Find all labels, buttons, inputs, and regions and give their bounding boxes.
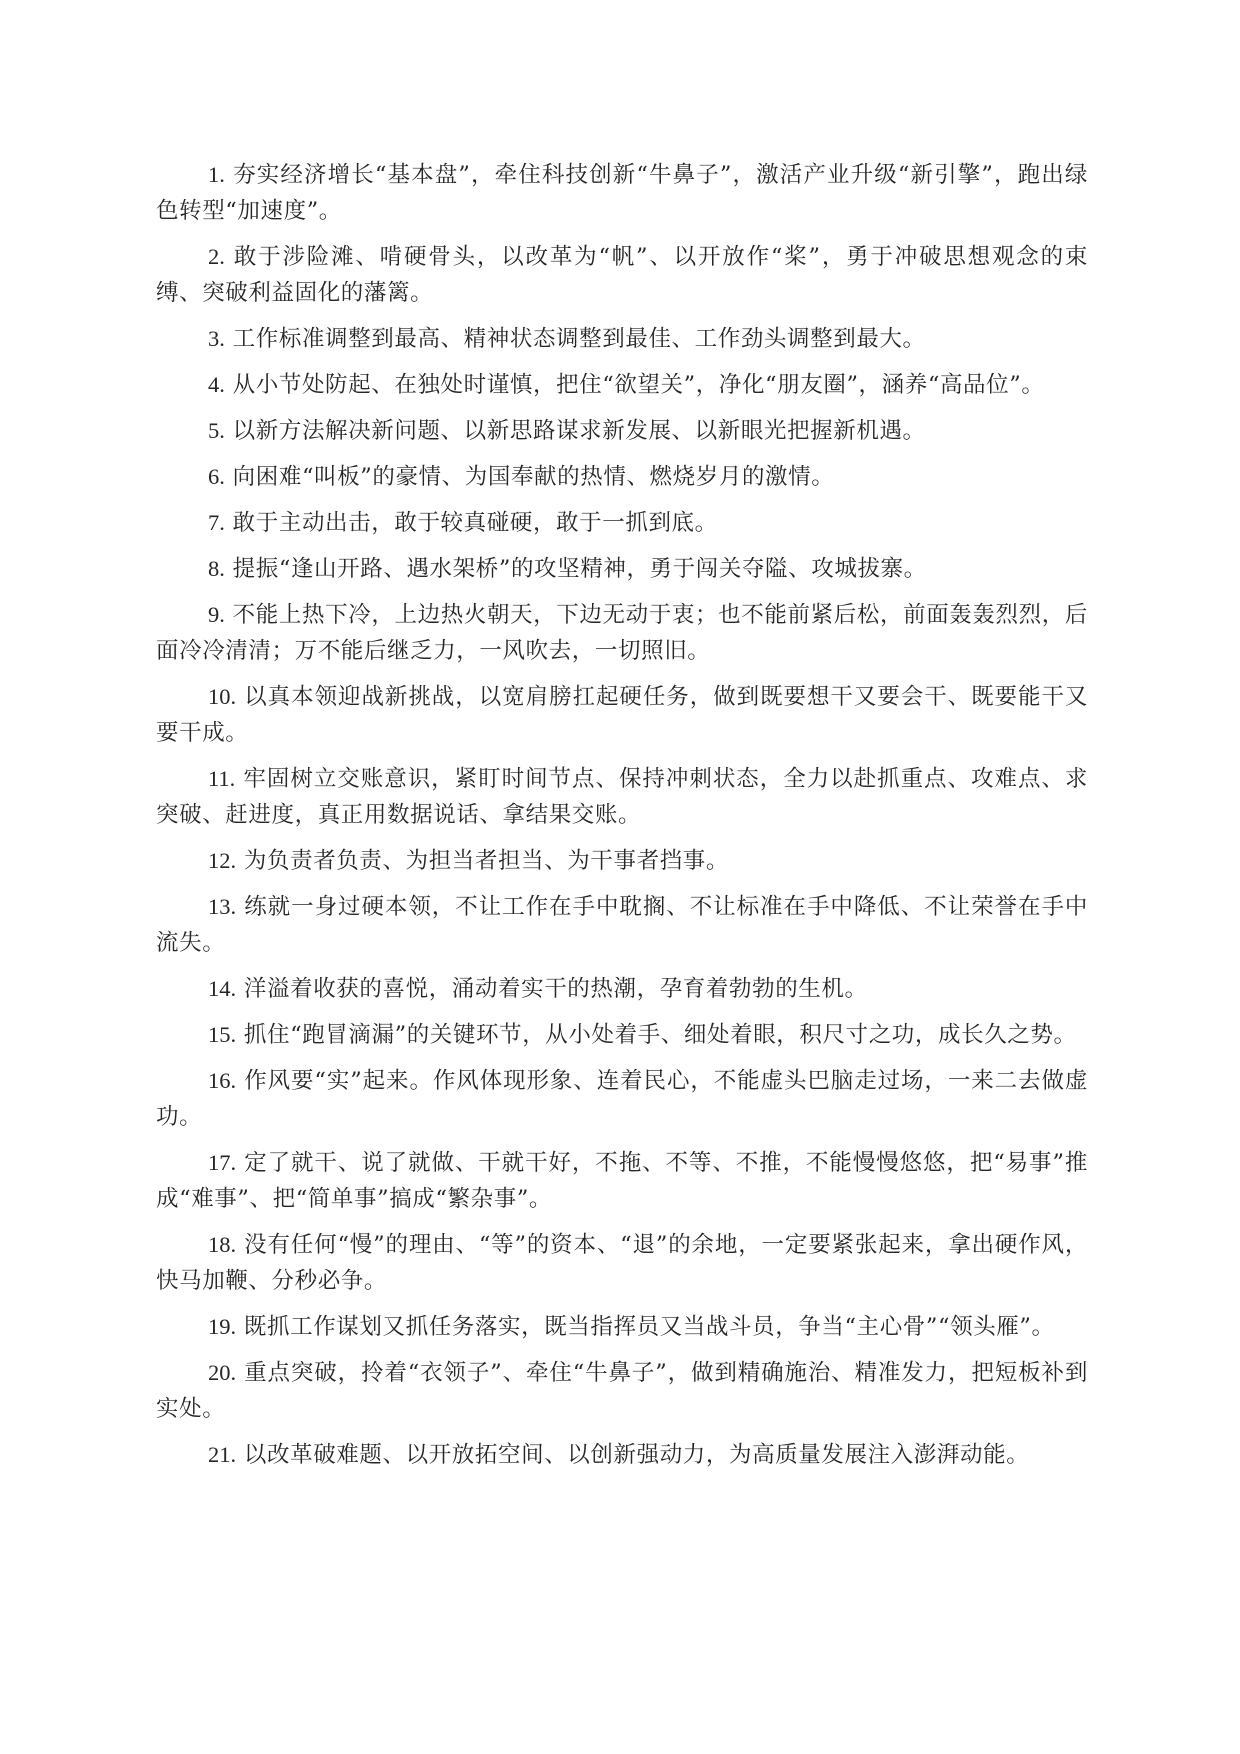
item-text: 以真本领迎战新挑战，以宽肩膀扛起硬任务，做到既要想干又要会干、既要能干又要干成。 [156,684,1088,746]
item-number: 11. [208,766,236,791]
item-text: 从小节处防起、在独处时谨慎，把住“欲望关”，净化“朋友圈”，涵养“高品位”。 [232,372,1045,398]
list-item [156,889,1088,961]
item-text: 练就一身过硬本领，不让工作在手中耽搁、不让标准在手中降低、不让荣誉在手中流失。 [156,894,1088,956]
list-item [156,1355,1088,1427]
list-item [156,1437,1088,1473]
item-number: 15. [208,1022,237,1047]
list-item [156,1145,1088,1217]
list-item [156,1309,1088,1345]
list-item [156,459,1088,495]
item-number: 6. [208,464,225,489]
item-number: 16. [208,1068,237,1093]
list-item [156,1063,1088,1135]
document-body [156,157,1088,1483]
item-text: 既抓工作谋划又抓任务落实，既当指挥员又当战斗员，争当“主心骨”“领头雁”。 [243,1314,1055,1340]
list-item [156,843,1088,879]
item-number: 18. [208,1232,237,1257]
item-text: 工作标准调整到最高、精神状态调整到最佳、工作劲头调整到最大。 [232,326,926,352]
item-number: 8. [208,556,225,581]
list-item [156,239,1088,311]
item-text: 抓住“跑冒滴漏”的关键环节，从小处着手、细处着眼，积尺寸之功，成长久之势。 [243,1022,1077,1048]
item-number: 1. [208,162,225,187]
item-text: 不能上热下冷，上边热火朝天，下边无动于衷；也不能前紧后松，前面轰轰烈烈，后面冷冷清清；万不能后继乏力，一风吹去，一切照旧。 [156,602,1088,664]
list-item [156,413,1088,449]
item-text: 敢于涉险滩、啃硬骨头，以改革为“帆”、以开放作“桨”，勇于冲破思想观念的束缚、突破利益固化的藩篱。 [156,244,1088,306]
item-text: 为负责者负责、为担当者担当、为干事者挡事。 [243,848,729,874]
list-item [156,597,1088,669]
list-item [156,551,1088,587]
list-item [156,367,1088,403]
list-item [156,761,1088,833]
item-number: 19. [208,1314,237,1339]
item-number: 17. [208,1150,237,1175]
item-text: 洋溢着收获的喜悦，涌动着实干的热潮，孕育着勃勃的生机。 [243,976,868,1002]
item-text: 提振“逢山开路、遇水架桥”的攻坚精神，勇于闯关夺隘、攻城拔寨。 [232,556,927,582]
list-item [156,321,1088,357]
item-number: 10. [208,684,237,709]
item-text: 牢固树立交账意识，紧盯时间节点、保持冲刺状态，全力以赴抓重点、攻难点、求突破、赶进度，真正用数据说话、拿结果交账。 [156,766,1088,828]
item-number: 9. [208,602,225,627]
list-item [156,157,1088,229]
item-text: 向困难“叫板”的豪情、为国奉献的热情、燃烧岁月的激情。 [232,464,835,490]
item-number: 12. [208,848,237,873]
item-number: 13. [208,894,237,919]
item-number: 20. [208,1360,237,1385]
item-text: 作风要“实”起来。作风体现形象、连着民心，不能虚头巴脑走过场，一来二去做虚功。 [156,1068,1088,1130]
item-text: 以新方法解决新问题、以新思路谋求新发展、以新眼光把握新机遇。 [232,418,926,444]
list-item [156,679,1088,751]
item-number: 7. [208,510,225,535]
item-number: 5. [208,418,225,443]
item-text: 夯实经济增长“基本盘”，牵住科技创新“牛鼻子”，激活产业升级“新引擎”，跑出绿色转型“加速度”。 [156,162,1088,224]
item-number: 14. [208,976,237,1001]
item-text: 敢于主动出击，敢于较真碰硬，敢于一抓到底。 [232,510,718,536]
item-text: 定了就干、说了就做、干就干好，不拖、不等、不推，不能慢慢悠悠，把“易事”推成“难事”、把“简单事”搞成“繁杂事”。 [156,1150,1088,1212]
item-text: 以改革破难题、以开放拓空间、以创新强动力，为高质量发展注入澎湃动能。 [243,1442,1030,1468]
list-item [156,1227,1088,1299]
item-number: 21. [208,1442,237,1467]
list-item [156,1017,1088,1053]
item-number: 4. [208,372,225,397]
item-number: 2. [208,244,225,269]
item-text: 重点突破，拎着“衣领子”、牵住“牛鼻子”，做到精确施治、精准发力，把短板补到实处。 [156,1360,1088,1422]
list-item [156,971,1088,1007]
item-number: 3. [208,326,225,351]
list-item [156,505,1088,541]
item-text: 没有任何“慢”的理由、“等”的资本、“退”的余地，一定要紧张起来，拿出硬作风，快马加鞭、分秒必争。 [156,1232,1088,1294]
